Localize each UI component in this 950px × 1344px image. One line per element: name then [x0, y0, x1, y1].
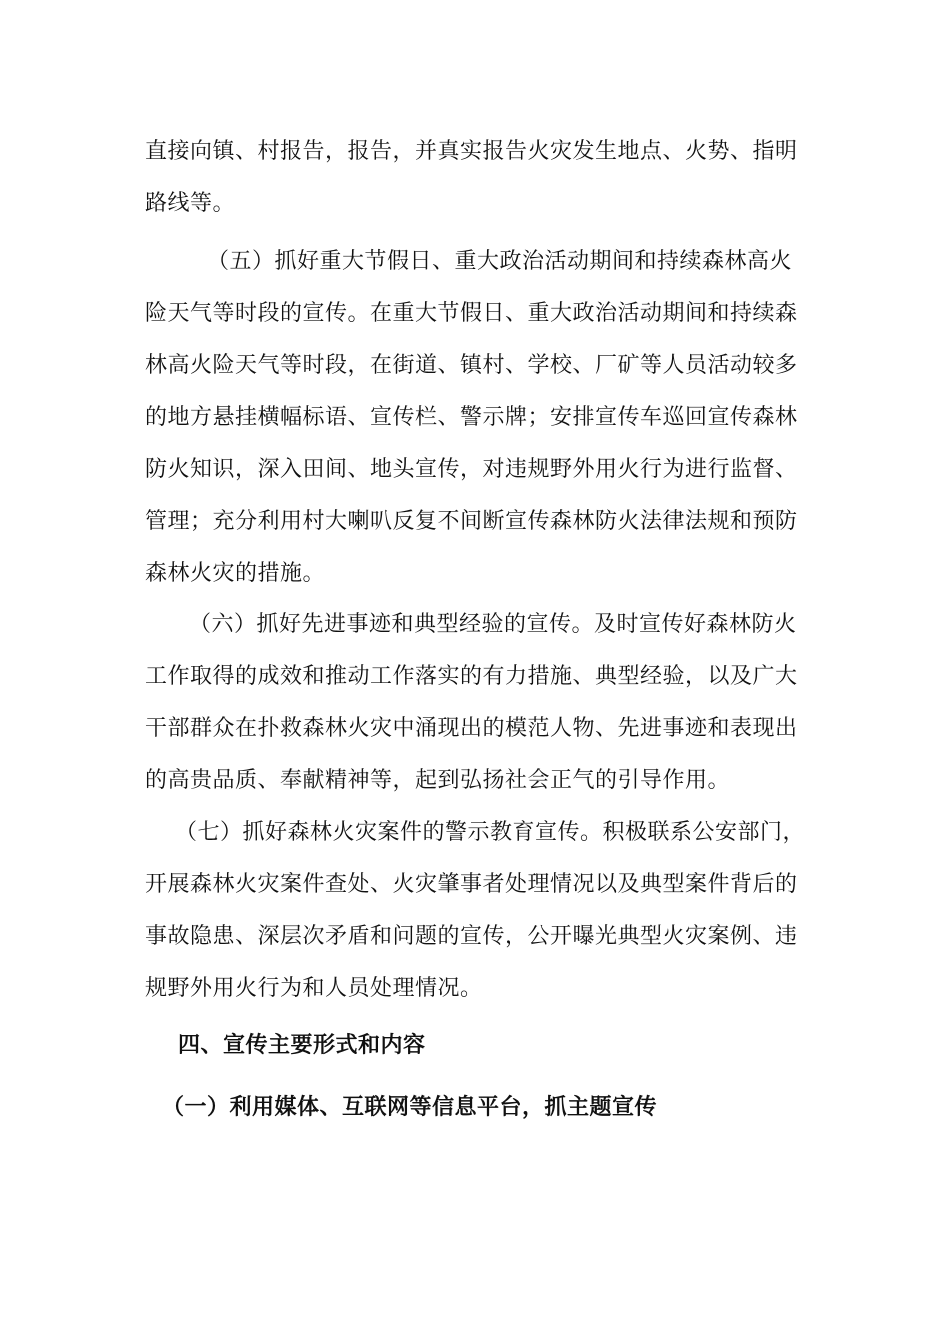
paragraph-continuation: 直接向镇、村报告，报告，并真实报告火灾发生地点、火势、指明路线等。 — [145, 139, 798, 216]
section-heading: 四、宣传主要形式和内容 — [178, 1032, 426, 1058]
paragraph-item-5: （五）抓好重大节假日、重大政治活动期间和持续森林高火险天气等时段的宣传。在重大节假日、重大政治活动期间和持续森林高火险天气等时段，在街道、镇村、学校、厂矿等人员活动较多的地方悬挂横幅标语、宣传栏、警示牌；安排宣传车巡回宣传森林防火知识，深入田间、地头宣传，对违规野外用火行为进行监督、管理；充分利用村大喇叭反复不间断宣传森林防火法律法规和预防森林火灾的措施。 — [145, 249, 798, 586]
subsection-heading: （一）利用媒体、互联网等信息平台，抓主题宣传 — [162, 1094, 658, 1120]
paragraph-item-6: （六）抓好先进事迹和典型经验的宣传。及时宣传好森林防火工作取得的成效和推动工作落实的有力措施、典型经验，以及广大干部群众在扑救森林火灾中涌现出的模范人物、先进事迹和表现出的高贵品质、奉献精神等，起到弘扬社会正气的引导作用。 — [145, 612, 798, 793]
paragraph-item-7: （七）抓好森林火灾案件的警示教育宣传。积极联系公安部门，开展森林火灾案件查处、火灾肇事者处理情况以及典型案件背后的事故隐患、深层次矛盾和问题的宣传，公开曝光典型火灾案例、违规野外用火行为和人员处理情况。 — [145, 820, 806, 1001]
